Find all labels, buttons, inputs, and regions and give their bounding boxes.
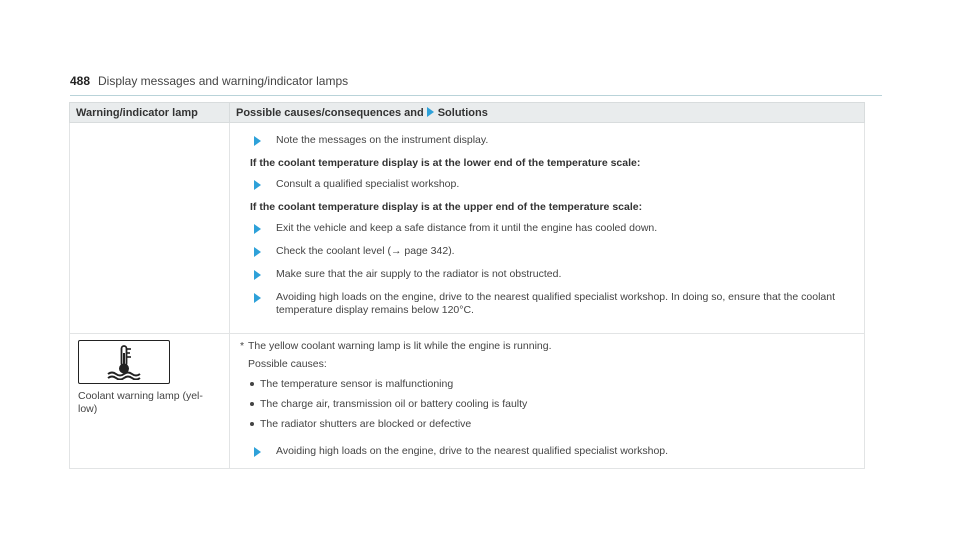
warning-lamp-table [69, 102, 865, 469]
solution-step [240, 222, 854, 235]
page-number: 488 [70, 74, 91, 88]
column-header-causes [230, 103, 865, 123]
solution-step [240, 178, 854, 191]
step-text: Avoiding high loads on the engine, drive to the nearest qualified specialist workshop. In doing so, ensure that the coolant temperature display remains below 120°C. [276, 291, 836, 316]
causes-label: Possible causes: [248, 358, 327, 370]
list-item [240, 418, 854, 431]
column-header-lamp: Warning/indicator lamp [70, 103, 230, 123]
lamp-cell [70, 334, 230, 469]
step-arrow-icon [254, 447, 261, 457]
page-header [70, 74, 882, 96]
bullet-dot-icon [250, 422, 254, 426]
step-text: Check the coolant level (→ page 342). [276, 245, 455, 257]
warning-details-cell [230, 334, 865, 469]
bullet-dot-icon [250, 382, 254, 386]
warning-description [240, 340, 854, 353]
step-arrow-icon [254, 224, 261, 234]
solutions-cell [230, 123, 865, 334]
step-arrow-icon [254, 270, 261, 280]
lamp-label: Coolant warning lamp (yel-low) [78, 390, 203, 415]
solution-step [240, 245, 854, 258]
solution-step [240, 134, 854, 147]
column-header-solutions-text: Solutions [437, 106, 488, 119]
coolant-temperature-icon [104, 344, 144, 380]
table-row [70, 123, 865, 334]
star-marker: * [240, 340, 245, 352]
list-item [240, 378, 854, 391]
list-item [240, 398, 854, 411]
step-text: Note the messages on the instrument display. [276, 134, 489, 146]
step-text: Make sure that the air supply to the radiator is not obstructed. [276, 268, 562, 280]
column-header-causes-text: Possible causes/consequences and [236, 106, 424, 119]
lamp-symbol [78, 340, 170, 384]
step-arrow-icon [254, 180, 261, 190]
solution-arrow-icon [427, 107, 434, 117]
cause-text: The radiator shutters are blocked or defective [260, 418, 472, 430]
step-text: Consult a qualified specialist workshop. [276, 178, 460, 190]
cause-text: The temperature sensor is malfunctioning [260, 378, 454, 390]
cause-text: The charge air, transmission oil or battery cooling is faulty [260, 398, 528, 410]
condition-heading-lower: If the coolant temperature display is at the lower end of the temperature scale: [250, 157, 641, 169]
step-text: Avoiding high loads on the engine, drive to the nearest qualified specialist workshop. [276, 445, 669, 457]
step-arrow-icon [254, 136, 261, 146]
table-header-row [70, 103, 865, 123]
bullet-dot-icon [250, 402, 254, 406]
step-arrow-icon [254, 247, 261, 257]
step-arrow-icon [254, 293, 261, 303]
solution-step [240, 268, 854, 281]
solution-step [240, 291, 854, 317]
empty-lamp-cell [70, 123, 230, 334]
condition-heading-upper: If the coolant temperature display is at the upper end of the temperature scale: [250, 201, 643, 213]
page-title: Display messages and warning/indicator lamps [98, 74, 349, 88]
step-text: Exit the vehicle and keep a safe distance from it until the engine has cooled down. [276, 222, 658, 234]
warning-text: The yellow coolant warning lamp is lit while the engine is running. [248, 340, 552, 352]
table-row [70, 334, 865, 469]
solution-step [240, 445, 854, 458]
